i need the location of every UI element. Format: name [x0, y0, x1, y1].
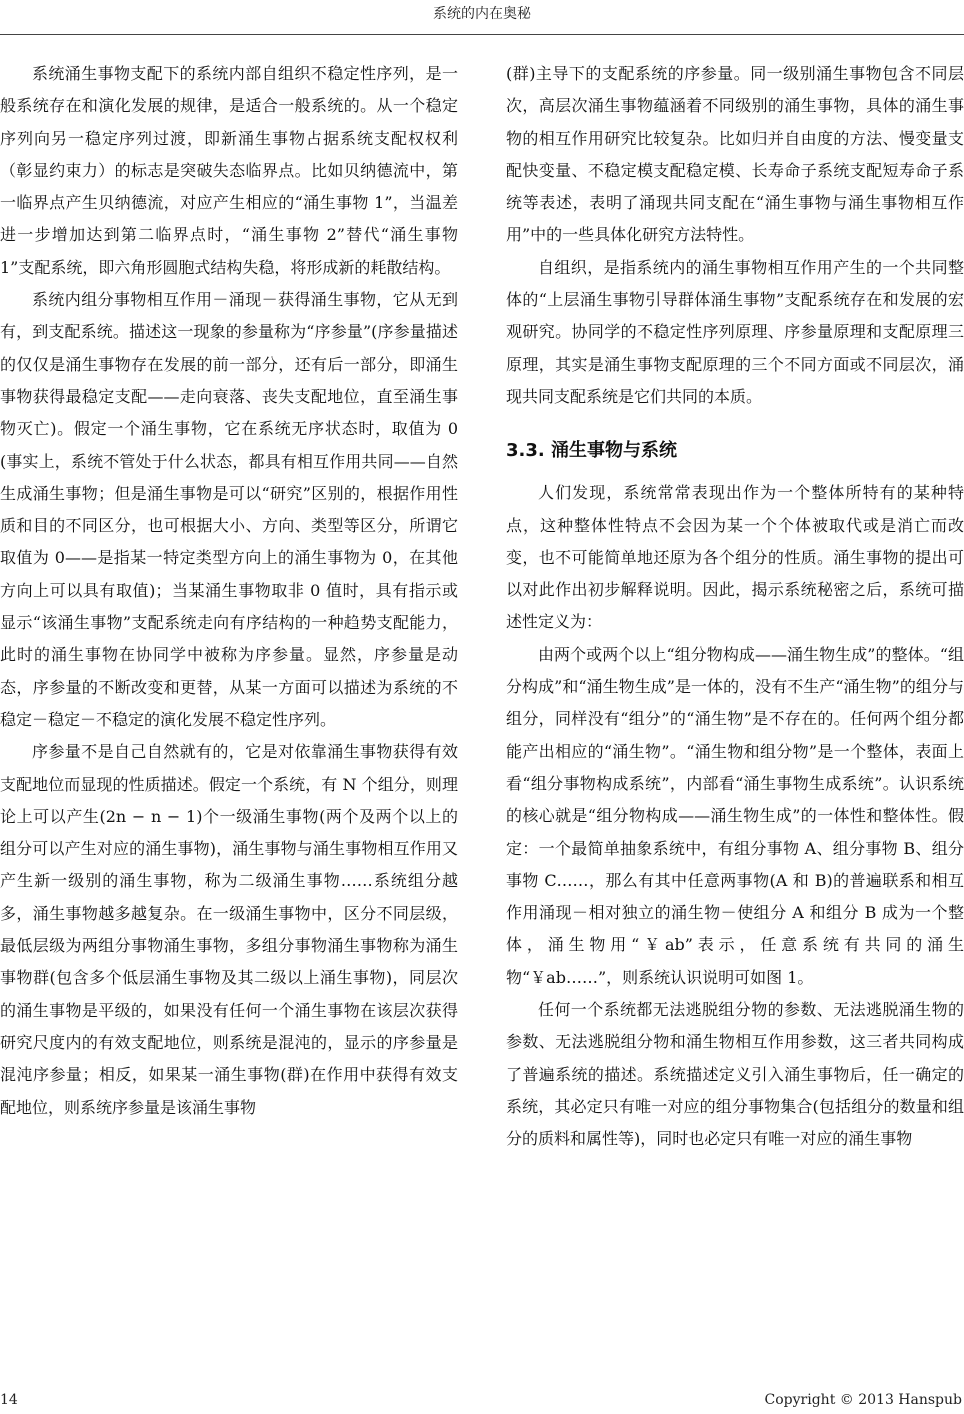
body-paragraph: 自组织，是指系统内的涌生事物相互作用产生的一个共同整体的“上层涌生事物引导群体涌生事物”支配系统存在和发展的宏观研究。协同学的不稳定性序列原理、序参量原理和支配原理三原理，其实是涌生事物支配原理的三个不同方面或不同层次，涌现共同支配系统是它们共同的本质。	[506, 257, 964, 406]
continued-paragraph: (群)主导下的支配系统的序参量。同一级别涌生事物包含不同层次，高层次涌生事物蕴涵着不同级别的涌生事物，具体的涌生事物的相互作用研究比较复杂。比如归并自由度的方法、慢变量支配快变量、不稳定模支配稳定模、长寿命子系统支配短寿命子系统等表述，表明了涌现共同支配在“涌生事物与涌生事物相互作用”中的一些具体化研究方法特性。	[506, 64, 964, 245]
page-number: 14	[0, 1392, 18, 1408]
right-column	[506, 58, 964, 1156]
body-paragraph: 系统涌生事物支配下的系统内部自组织不稳定性序列，是一般系统存在和演化发展的规律，是适合一般系统的。从一个稳定序列向另一稳定序列过渡，即新涌生事物占据系统支配权权利（彰显约束力）的标志是突破失态临界点。比如贝纳德流中，第一临界点产生贝纳德流，对应产生相应的“涌生事物 1”，当温差进一步增加达到第二临界点时，“涌生事物 2”替代“涌生事物 1”支配系统，即六角形圆胞式结构失稳，将形成新的耗散结构。	[0, 64, 458, 277]
body-paragraph: 由两个或两个以上“组分物构成——涌生物生成”的整体。“组分构成”和“涌生物生成”是一体的，没有不生产“涌生物”的组分与组分，同样没有“组分”的“涌生物”是不存在的。任何两个组分都能产出相应的“涌生物”。“涌生物和组分物”是一个整体，表面上看“组分事物构成系统”，内部看“涌生事物生成系统”。认识系统的核心就是“组分物构成——涌生物生成”的一体性和整体性。假定：一个最简单抽象系统中，有组分事物 A、组分事物 B、组分事物 C……，那么有其中任意两事物(A 和 B)的普遍联系和相互作用涌现－相对独立的涌生物－使组分 A 和组分 B 成为一个整体，涌生物用“￥ab”表示，任意系统有共同的涌生物“￥ab……”，则系统认识说明可如图 1。	[506, 644, 964, 987]
body-paragraph: 序参量不是自己自然就有的，它是对依靠涌生事物获得有效支配地位而显现的性质描述。假定一个系统，有 N 个组分，则理论上可以产生(2n − n − 1)个一级涌生事物(两个及两个以上的组分可以产生对应的涌生事物)，涌生事物与涌生事物相互作用又产生新一级别的涌生事物，称为二级涌生事物……系统组分越多，涌生事物越多越复杂。在一级涌生事物中，区分不同层级，最低层级为两组分事物涌生事物，多组分事物涌生事物称为涌生事物群(包含多个低层涌生事物及其二级以上涌生事物)，同层次的涌生事物是平级的，如果没有任何一个涌生事物在该层次获得研究尺度内的有效支配地位，则系统是混沌的，显示的序参量是混沌序参量；相反，如果某一涌生事物(群)在作用中获得有效支配地位，则系统序参量是该涌生事物	[0, 742, 458, 1117]
body-paragraph: 人们发现，系统常常表现出作为一个整体所特有的某种特点，这种整体性特点不会因为某一个个体被取代或是消亡而改变，也不可能简单地还原为各个组分的性质。涌生事物的提出可以对此作出初步解释说明。因此，揭示系统秘密之后，系统可描述性定义为：	[506, 483, 964, 632]
page-footer	[0, 1390, 964, 1412]
body-paragraph: 系统内组分事物相互作用－涌现－获得涌生事物，它从无到有，到支配系统。描述这一现象的参量称为“序参量”(序参量描述的仅仅是涌生事物存在发展的前一部分，还有后一部分，即涌生事物获得最稳定支配——走向衰落、丧失支配地位，直至涌生事物灭亡)。假定一个涌生事物，它在系统无序状态时，取值为 0 (事实上，系统不管处于什么状态，都具有相互作用共同——自然生成涌生事物；但是涌生事物是可以“研究”区别的，根据作用性质和目的不同区分，也可根据大小、方向、类型等区分，所谓它取值为 0——是指某一特定类型方向上的涌生事物为 0，在其他方向上可以具有取值)；当某涌生事物取非 0 值时，具有指示或显示“该涌生事物”支配系统走向有序结构的一种趋势支配能力，此时的涌生事物在协同学中被称为序参量。显然，序参量是动态，序参量的不断改变和更替，从某一方面可以描述为系统的不稳定－稳定－不稳定的演化发展不稳定性序列。	[0, 290, 458, 729]
left-column	[0, 58, 458, 1124]
running-header: 系统的内在奥秘	[433, 6, 531, 22]
body-paragraph: 任何一个系统都无法逃脱组分物的参数、无法逃脱涌生物的参数、无法逃脱组分物和涌生物相互作用参数，这三者共同构成了普遍系统的描述。系统描述定义引入涌生事物后，任一确定的系统，其必定只有唯一对应的组分事物集合(包括组分的数量和组分的质料和属性等)，同时也必定只有唯一对应的涌生事物	[506, 1000, 964, 1149]
section-heading: 3.3. 涌生事物与系统	[506, 440, 677, 462]
header-rule	[0, 34, 964, 35]
copyright-notice: Copyright © 2013 Hanspub	[764, 1392, 962, 1408]
